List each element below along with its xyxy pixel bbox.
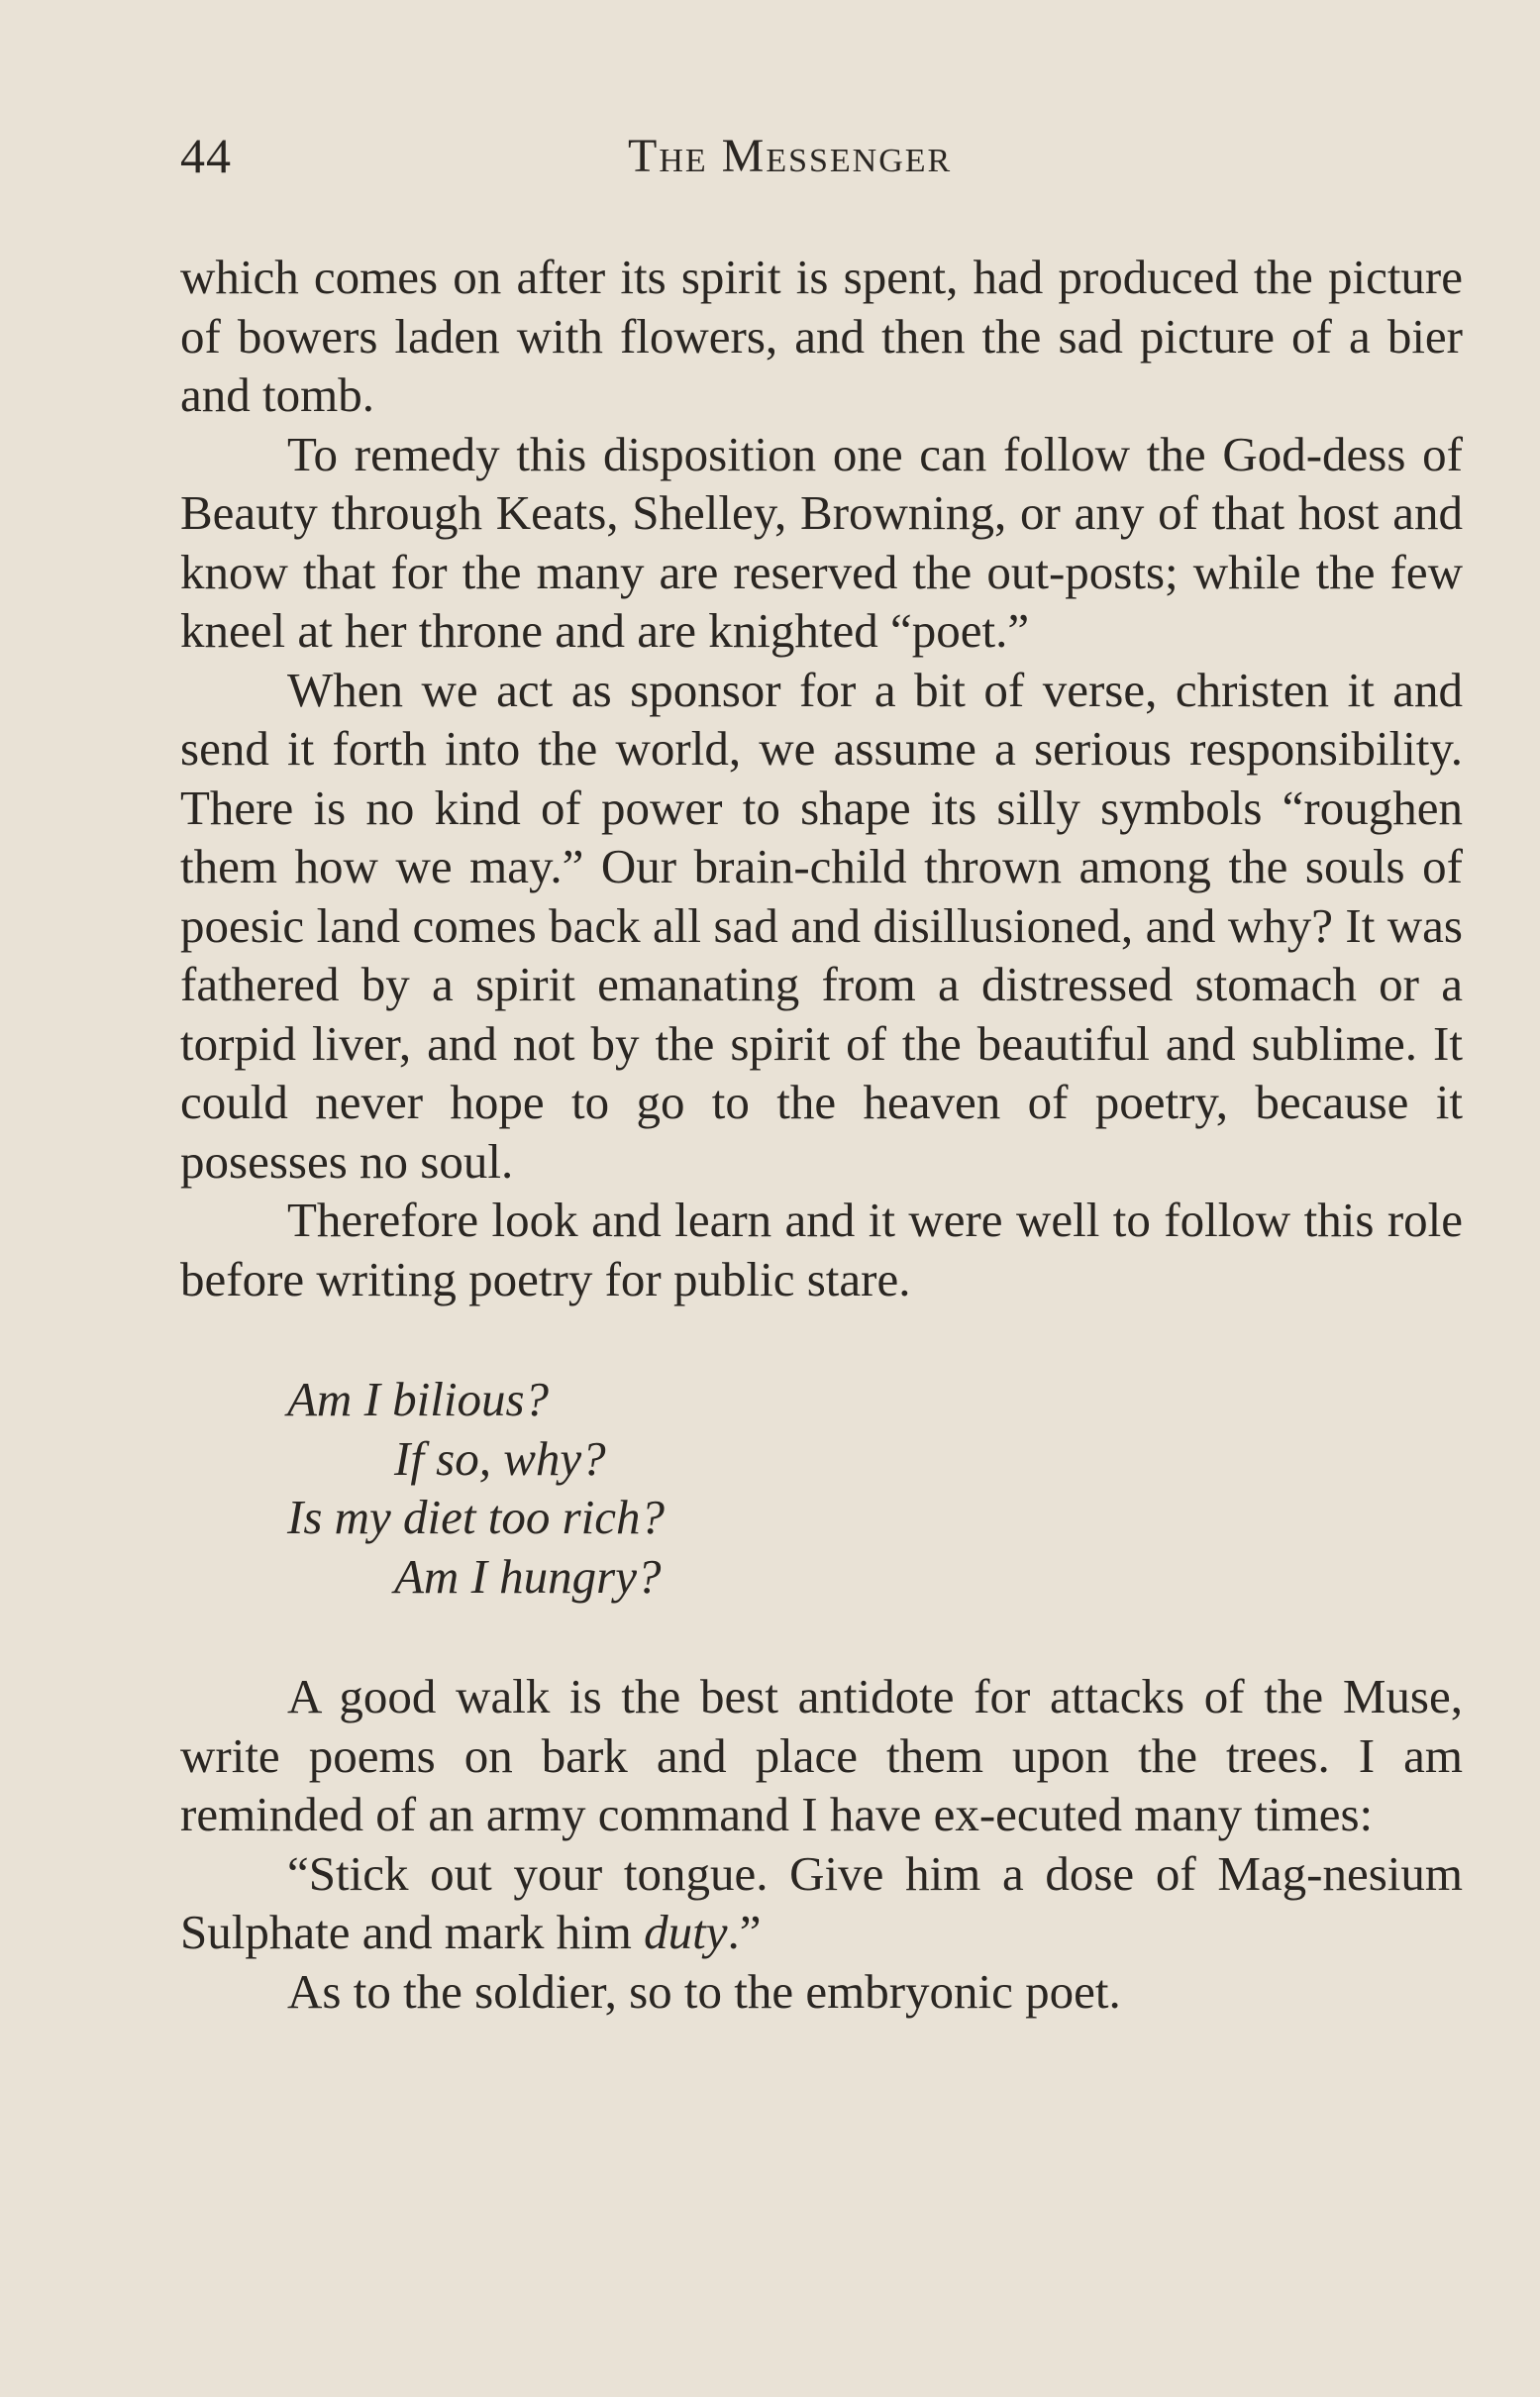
page-header [180,127,1463,196]
quote-emphasis: duty [644,1905,728,1959]
paragraph-army-command-quote [180,1844,1463,1962]
quote-closing-mark: .” [727,1905,762,1959]
paragraph-goddess-of-beauty: To remedy this disposition one can follow the God-dess of Beauty through Keats, Shelley, Browning, or any of that host and know that for the many are reserved the out-posts; while the few kneel at her throne and are knighted “poet.” [180,426,1463,658]
paragraph-good-walk: A good walk is the best antidote for attacks of the Muse, write poems on bark and place them upon the trees. I am reminded of an army command I have ex-ecuted many times: [180,1669,1463,1841]
paragraph-sponsor-for-verse: When we act as sponsor for a bit of verse, christen it and send it forth into the world, we assume a serious responsibility. There is no kind of power to shape its silly symbols “roughen them how we may.” Our brain-child thrown among the souls of poesic land comes back all sad and disillusioned, and why? It was fathered by a spirit emanating from a distressed stomach or a torpid liver, and not by the spirit of the beautiful and sublime. It could never hope to go to the heaven of poetry, because it posesses no soul. [180,662,1463,1189]
poem-line: Am I bilious? [287,1372,550,1426]
quote-text: “Stick out your tongue. Give him a dose of Mag-nesium Sulphate and mark him [180,1845,1463,1959]
running-title: The Messenger [628,130,953,182]
page-number: 44 [180,128,232,183]
poem-line: Is my diet too rich? [287,1490,666,1544]
poem-line: If so, why? [394,1430,606,1486]
body-text [180,248,1463,2021]
poem-line: Am I hungry? [394,1548,662,1604]
poem-block [287,1370,1463,1606]
paragraph-closing: As to the soldier, so to the embryonic poet. [287,1963,1121,2019]
paragraph-look-and-learn: Therefore look and learn and it were well to follow this role before writing poetry for public stare. [180,1193,1463,1306]
paragraph-continued: which comes on after its spirit is spent, had produced the picture of bowers laden with flowers, and then the sad picture of a bier and tomb. [180,250,1463,422]
